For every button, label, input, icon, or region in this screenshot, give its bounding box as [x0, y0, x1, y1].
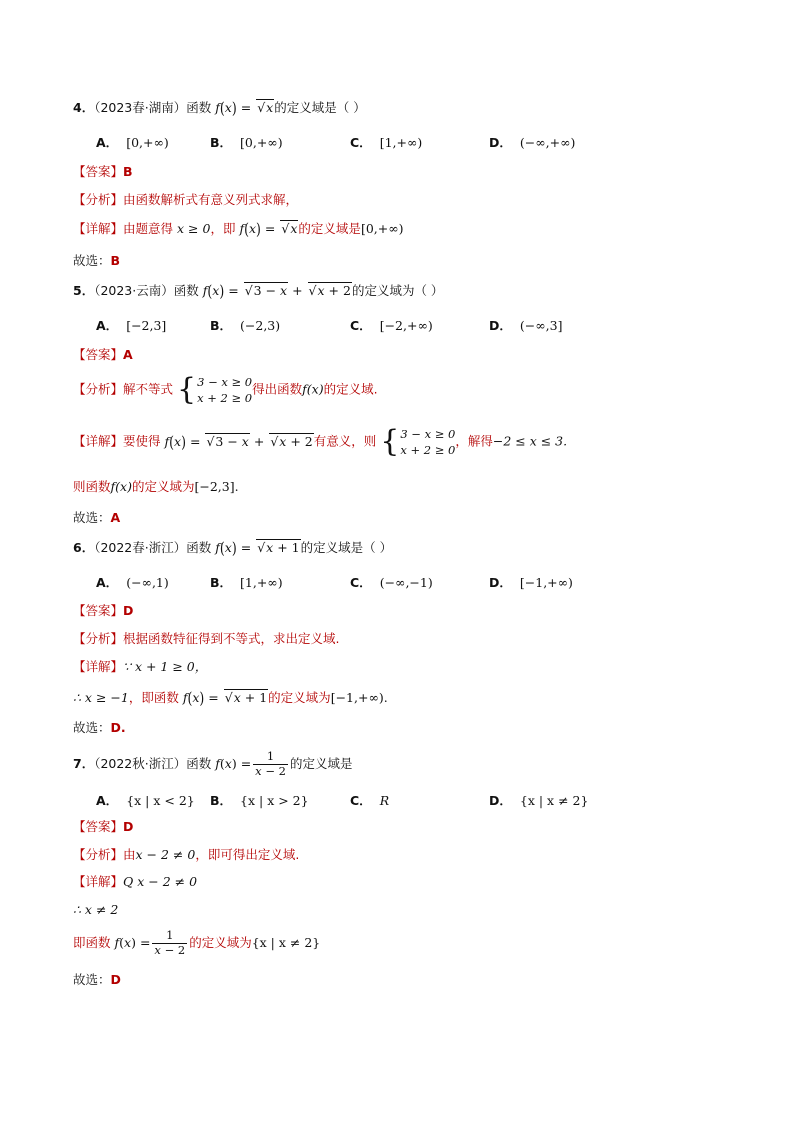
function-expression: f(x) = √ x + 1	[215, 540, 300, 555]
option-c[interactable]: C． (−∞,−1)	[350, 575, 433, 590]
choose-value: A	[110, 510, 121, 525]
question-number: 4．	[73, 100, 95, 115]
detail-line: 【详解】∵ x + 1 ≥ 0，	[73, 659, 208, 674]
function-expression: f(x) = √ 3 − x + √ x + 2	[165, 434, 314, 449]
option-c[interactable]: C． R	[350, 793, 390, 808]
function-name: f(x)	[302, 381, 324, 397]
question-6-stem	[73, 537, 393, 558]
detail-line: 【详解】要使得 f(x) = √ 3 − x + √ x + 2有意义，则 { 3 − x ≥ 0 x + 2 ≥ 0 ，解得−2 ≤ x ≤ 3.	[73, 426, 567, 458]
result: −2 ≤ x ≤ 3.	[492, 433, 568, 449]
analysis-line: 【分析】由函数解析式有意义列式求解，	[73, 192, 299, 207]
function-expression: f(x) = √ x + 1	[183, 690, 268, 705]
option-c[interactable]: C． [1,+∞)	[350, 135, 423, 150]
option-d[interactable]: D． (−∞,3]	[489, 318, 563, 333]
choose-value: D.	[110, 720, 126, 735]
analysis-text: 根据函数特征得到不等式，求出定义域.	[123, 631, 340, 646]
choose-line: 故选：B	[73, 253, 121, 268]
question-7-options	[96, 791, 776, 811]
step-text: ∴ x ≠ 2	[73, 902, 119, 917]
choose-line: 故选：A	[73, 510, 121, 525]
answer-line: 【答案】A	[73, 347, 133, 362]
question-number: 6．	[73, 540, 95, 555]
choose-value: D	[110, 972, 121, 987]
answer-line: 【答案】D	[73, 603, 134, 618]
detail-text: Q x − 2 ≠ 0	[123, 874, 198, 889]
choose-value: B	[110, 253, 121, 268]
question-5-stem	[73, 280, 444, 301]
option-b[interactable]: B． [0,+∞)	[210, 135, 283, 150]
inequality-system: { 3 − x ≥ 0 x + 2 ≥ 0	[380, 424, 456, 460]
answer-value: D	[123, 603, 134, 618]
result: [0,+∞)	[360, 221, 404, 236]
choose-line: 故选：D.	[73, 720, 126, 735]
function-expression: f(x) = √ x	[215, 100, 274, 115]
answer-value: A	[123, 347, 133, 362]
answer-value: D	[123, 819, 134, 834]
stem-text: 函数	[173, 283, 199, 298]
stem-text: 函数	[186, 755, 212, 771]
stem-text: 的定义域是	[289, 755, 353, 771]
question-source: （2022秋·浙江）	[94, 755, 187, 771]
question-5-options	[96, 316, 776, 336]
option-d[interactable]: D． (−∞,+∞)	[489, 135, 576, 150]
analysis-line: 【分析】根据函数特征得到不等式，求出定义域.	[73, 631, 340, 646]
question-6-options	[96, 573, 776, 593]
inequality-system: { 3 − x ≥ 0 x + 2 ≥ 0	[177, 372, 253, 408]
option-b[interactable]: B． (−2,3)	[210, 318, 281, 333]
stem-text: 的定义域是（ ）	[274, 100, 366, 115]
function-expression: f(x) = √ 3 − x + √ x + 2	[203, 283, 352, 298]
analysis-line: 【分析】由x − 2 ≠ 0，即可得出定义域.	[73, 847, 300, 862]
conclusion-line: 则函数f(x)的定义域为[−2,3].	[73, 479, 239, 494]
answer-line: 【答案】D	[73, 819, 134, 834]
answer-value: B	[123, 164, 133, 179]
stem-text: 的定义域为（ ）	[351, 283, 444, 298]
analysis-text: 由函数解析式有意义列式求解，	[123, 192, 299, 207]
function-expression: f(x) = √ x	[239, 221, 298, 236]
question-source: （2023春·湖南）	[94, 100, 187, 115]
option-a[interactable]: A． {x | x < 2}	[96, 793, 195, 808]
step-line	[73, 902, 118, 917]
result: [−1,+∞).	[330, 690, 388, 705]
answer-line: 【答案】B	[73, 164, 133, 179]
condition: x − 2 ≠ 0	[135, 847, 196, 862]
question-number: 7．	[73, 755, 95, 771]
stem-text: 函数	[186, 100, 212, 115]
condition: x ≥ 0	[177, 221, 211, 236]
option-a[interactable]: A． [−2,3]	[96, 318, 167, 333]
option-a[interactable]: A． (−∞,1)	[96, 575, 169, 590]
option-c[interactable]: C． [−2,+∞)	[350, 318, 433, 333]
conclusion-line: 即函数 f(x) = $\frac{1}{x - 2}$ 的定义域为{x | x ≠ 2}	[73, 928, 321, 957]
detail-line: 【详解】Q x − 2 ≠ 0	[73, 874, 198, 889]
question-number: 5．	[73, 283, 95, 298]
conclusion-line: ∴ x ≥ −1，即函数 f(x) = √ x + 1的定义域为[−1,+∞).	[73, 689, 388, 705]
question-source: （2022春·浙江）	[94, 540, 187, 555]
function-expression: f(x) = $\frac{1}{x - 2}$	[215, 749, 286, 778]
option-d[interactable]: D． [−1,+∞)	[489, 575, 573, 590]
detail-text: ∵ x + 1 ≥ 0，	[123, 659, 208, 674]
question-7-stem	[73, 750, 352, 779]
option-d[interactable]: D． {x | x ≠ 2}	[489, 793, 589, 808]
question-4-stem	[73, 97, 366, 118]
question-source: （2023·云南）	[94, 283, 174, 298]
question-4-options	[96, 133, 776, 153]
stem-text: 的定义域是（ ）	[300, 540, 393, 555]
option-b[interactable]: B． {x | x > 2}	[210, 793, 309, 808]
analysis-line: 【分析】解不等式 { 3 − x ≥ 0 x + 2 ≥ 0 得出函数f(x)的定义域.	[73, 372, 378, 408]
function-expression: f(x) = $\frac{1}{x - 2}$	[114, 928, 186, 957]
option-b[interactable]: B． [1,+∞)	[210, 575, 283, 590]
option-a[interactable]: A． [0,+∞)	[96, 135, 169, 150]
choose-line: 故选：D	[73, 972, 121, 987]
detail-line: 【详解】由题意得 x ≥ 0，即 f(x) = √ x的定义域是[0,+∞)	[73, 220, 404, 236]
result: {x | x ≠ 2}	[251, 934, 321, 950]
result: [−2,3].	[194, 479, 239, 494]
stem-text: 函数	[186, 540, 212, 555]
